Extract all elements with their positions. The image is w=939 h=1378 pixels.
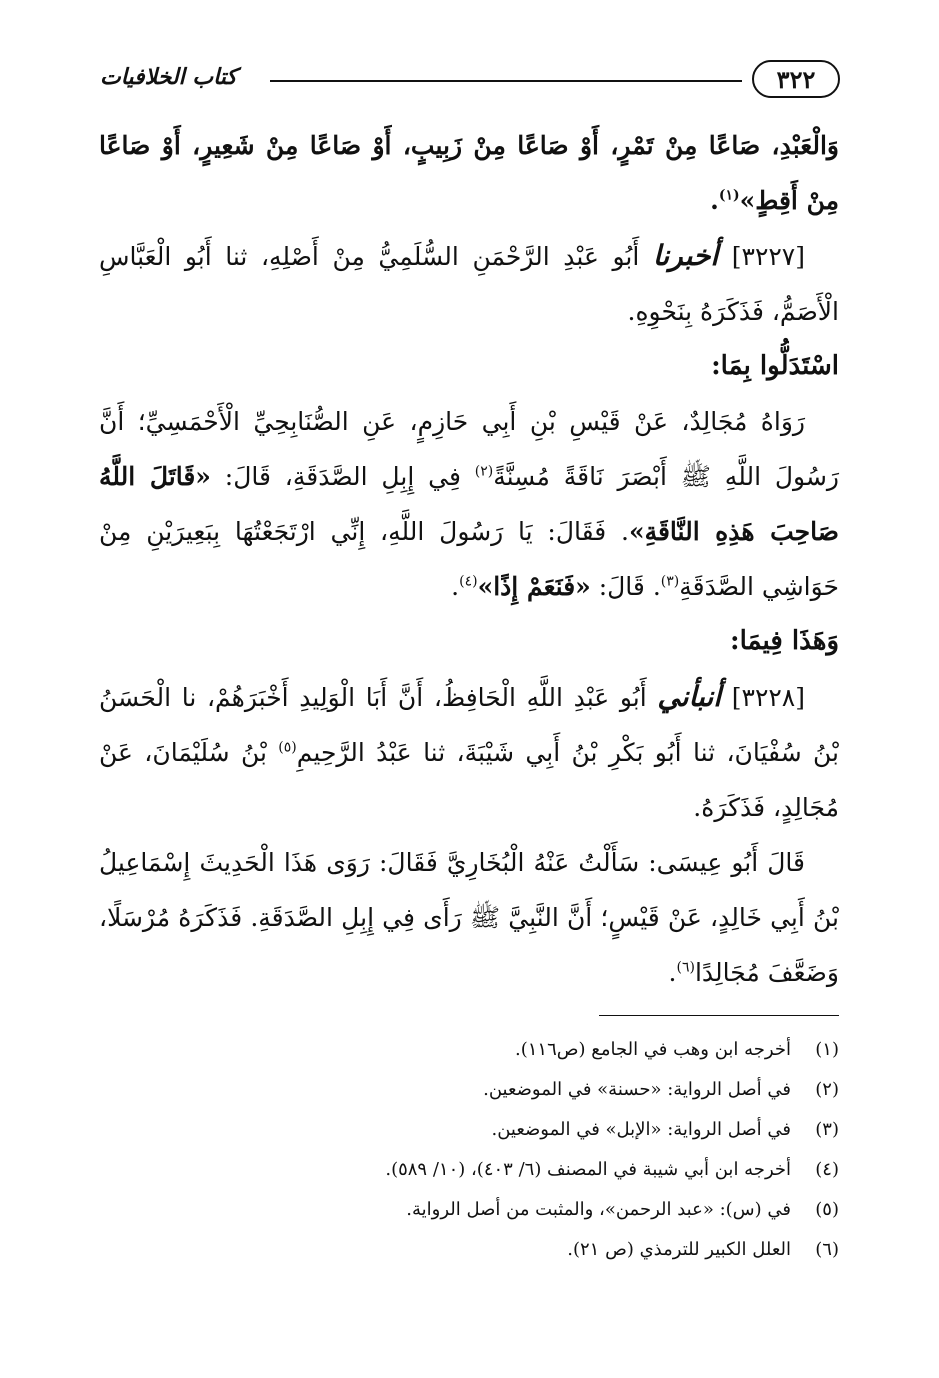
- footnote-text: أخرجه ابن وهب في الجامع (ص١١٦).: [515, 1039, 791, 1060]
- footnote-text: أخرجه ابن أبي شيبة في المصنف (٦/ ٤٠٣)، (١٠/ ٥٨٩).: [385, 1159, 791, 1180]
- footnote-ref[interactable]: (٢): [474, 463, 494, 480]
- footnote-number: (٤): [815, 1159, 839, 1180]
- footnote-ref[interactable]: (٣): [660, 573, 680, 590]
- hadith-3228: [٣٢٢٨] أنبأني أَبُو عَبْدِ اللَّهِ الْحَافِظُ، أَنَّ أَبَا الْوَلِيدِ أَخْبَرَهُمْ، نا الْحَسَنُ بْنُ سُفْيَانَ، ثنا أَبُو بَكْرِ بْنُ أَبِي شَيْبَةَ، ثنا عَبْدُ الرَّحِيمِ$^{(٥)}$ بْنُ سُلَيْمَانَ، عَنْ مُجَالِدٍ، فَذَكَرَهُ.: [99, 680, 839, 822]
- footnote-text: في أصل الرواية: «حسنة» في الموضعين.: [483, 1079, 791, 1100]
- footnote-ref[interactable]: (١): [718, 187, 740, 204]
- footnote-item: [99, 1110, 839, 1150]
- footnote-number: (٢): [815, 1079, 839, 1100]
- page-header: [100, 60, 840, 104]
- page-number: ٣٢٢: [752, 60, 840, 98]
- prophetic-quote: «قَاتَلَ اللَّهُ صَاحِبَ هَذِهِ النَّاقَةِ»: [99, 462, 839, 546]
- footnote-item: [99, 1030, 839, 1070]
- paragraph-text: وَالْعَبْدِ، صَاعًا مِنْ تَمْرٍ، أَوْ صَاعًا مِنْ زَبِيبٍ، أَوْ صَاعًا مِنْ شَعِيرٍ، أَوْ صَاعًا مِنْ أَقِطٍ»: [99, 131, 839, 215]
- footnote-number: (٣): [815, 1119, 839, 1140]
- hadith-text: أَبُو عَبْدِ الرَّحْمَنِ السُّلَمِيُّ مِنْ أَصْلِهِ، ثنا أَبُو الْعَبَّاسِ الْأَصَمُّ، فَذَكَرَهُ بِنَحْوِهِ.: [99, 242, 839, 326]
- footnote-number: (١): [815, 1039, 839, 1060]
- footnote-ref[interactable]: (٦): [676, 959, 695, 976]
- footnote-text: في أصل الرواية: «الإبل» في الموضعين.: [491, 1119, 791, 1140]
- section-heading: اسْتَدَلُّوا بِمَا:: [711, 351, 839, 381]
- footnote-item: [99, 1070, 839, 1110]
- main-text: [99, 118, 839, 1000]
- footnote-ref[interactable]: (٤): [459, 573, 478, 590]
- header-rule: [270, 80, 742, 82]
- footnote-text: العلل الكبير للترمذي (ص ٢١).: [567, 1239, 791, 1260]
- hadith-number: [٣٢٢٧]: [731, 242, 805, 271]
- narration-verb: أنبأني: [657, 680, 722, 713]
- narration-verb: أخبرنا: [652, 239, 719, 272]
- footnotes: [99, 1030, 839, 1270]
- footnote-number: (٦): [815, 1239, 839, 1260]
- book-title: كتاب الخلافيات: [100, 64, 237, 90]
- footnote-item: [99, 1150, 839, 1190]
- paragraph-continuation: وَالْعَبْدِ، صَاعًا مِنْ تَمْرٍ، أَوْ صَاعًا مِنْ زَبِيبٍ، أَوْ صَاعًا مِنْ شَعِيرٍ، أَوْ صَاعًا مِنْ أَقِطٍ»$^{(١)}$.: [99, 131, 839, 215]
- hadith-number: [٣٢٢٨]: [731, 683, 805, 712]
- commentary-paragraph: قَالَ أَبُو عِيسَى: سَأَلْتُ عَنْهُ الْبُخَارِيَّ فَقَالَ: رَوَى هَذَا الْحَدِيثَ إِسْمَاعِيلُ بْنُ أَبِي خَالِدٍ، عَنْ قَيْسٍ؛ أَنَّ النَّبِيَّ ﷺ رَأَى فِي إِبِلِ الصَّدَقَةِ. فَذَكَرَهُ مُرْسَلًا، وَضَعَّفَ مُجَالِدًا$^{(٦)}$.: [99, 848, 839, 987]
- hadith-narration: رَوَاهُ مُجَالِدٌ، عَنْ قَيْسِ بْنِ أَبِي حَازِمٍ، عَنِ الصُّنَابِحِيِّ الْأَحْمَسِيِّ؛ أَنَّ رَسُولَ اللَّهِ ﷺ أَبْصَرَ نَاقَةً مُسِنَّةً$^{(٢)}$ فِي إِبِلِ الصَّدَقَةِ، قَالَ: «قَاتَلَ اللَّهُ صَاحِبَ هَذِهِ النَّاقَةِ». فَقَالَ: يَا رَسُولَ اللَّهِ، إِنِّي ارْتَجَعْتُهَا بِبَعِيرَيْنِ مِنْ حَوَاشِي الصَّدَقَةِ$^{(٣)}$. قَالَ: «فَنَعَمْ إِذًا»$^{(٤)}$.: [99, 407, 839, 601]
- section-heading: وَهَذَا فِيمَا:: [729, 626, 839, 656]
- footnote-number: (٥): [815, 1199, 839, 1220]
- hadith-3227: [99, 228, 839, 339]
- footnote-separator: [599, 1015, 839, 1016]
- prophetic-quote: «فَنَعَمْ إِذًا»: [477, 572, 591, 601]
- footnote-ref[interactable]: (٥): [278, 739, 297, 756]
- footnote-item: [99, 1230, 839, 1270]
- footnote-item: [99, 1190, 839, 1230]
- footnote-text: في (س): «عبد الرحمن»، والمثبت من أصل الرواية.: [406, 1199, 791, 1220]
